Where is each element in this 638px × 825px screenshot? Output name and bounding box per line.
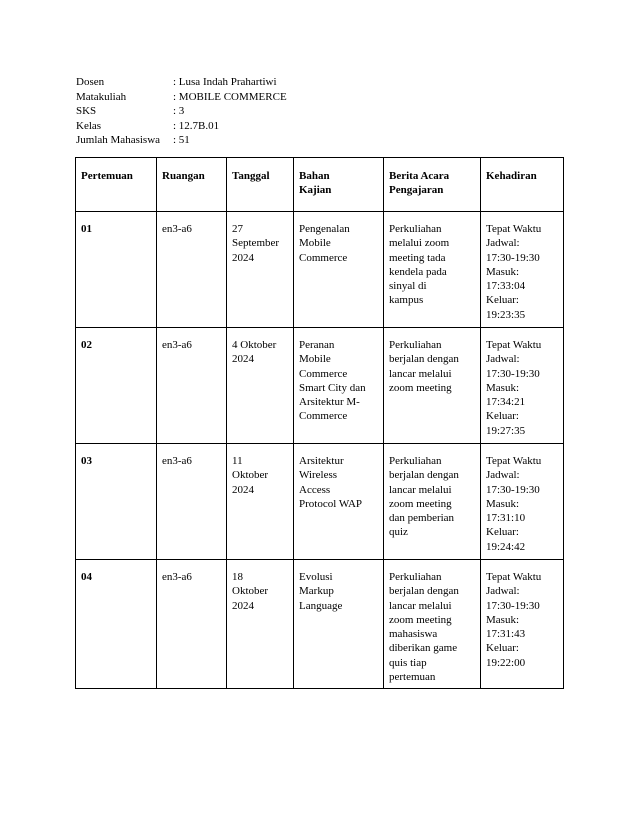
cell-room: en3-a6 <box>157 444 227 560</box>
info-row-credits <box>76 104 287 119</box>
info-label: Kelas <box>76 119 102 132</box>
table-row <box>76 444 564 560</box>
info-value: : Lusa Indah Prahartiwi <box>173 76 277 88</box>
info-label: Matakuliah <box>76 90 127 103</box>
info-value: : MOBILE COMMERCE <box>173 90 287 103</box>
course-info <box>76 75 287 148</box>
header-date: Tanggal <box>227 158 294 212</box>
info-row-lecturer <box>76 75 287 90</box>
cell-report: Perkuliahan berjalan dengan lancar melalui zoom meeting <box>384 328 481 444</box>
cell-room: en3-a6 <box>157 212 227 328</box>
table-row <box>76 328 564 444</box>
header-room: Ruangan <box>157 158 227 212</box>
cell-report: Perkuliahan berjalan dengan lancar melalui zoom meeting dan pemberian quiz <box>384 444 481 560</box>
table-header-row <box>76 158 564 212</box>
cell-meeting: 01 <box>76 212 157 328</box>
cell-report: Perkuliahan berjalan dengan lancar melalui zoom meeting mahasiswa diberikan game quis tiap pertemuan <box>384 560 481 689</box>
cell-material: Pengenalan Mobile Commerce <box>294 212 384 328</box>
attendance-table <box>75 157 564 689</box>
cell-material: Evolusi Markup Language <box>294 560 384 689</box>
info-row-student-count <box>76 133 287 148</box>
cell-meeting: 04 <box>76 560 157 689</box>
cell-report: Perkuliahan melalui zoom meeting tada kendela pada sinyal di kampus <box>384 212 481 328</box>
cell-attendance: Tepat Waktu Jadwal: 17:30-19:30 Masuk: 17:31:43 Keluar: 19:22:00 <box>481 560 564 689</box>
header-attendance: Kehadiran <box>481 158 564 212</box>
cell-material: Arsitektur Wireless Access Protocol WAP <box>294 444 384 560</box>
info-label: SKS <box>76 105 97 118</box>
cell-material: Peranan Mobile Commerce Smart City dan Arsitektur M- Commerce <box>294 328 384 444</box>
cell-attendance: Tepat Waktu Jadwal: 17:30-19:30 Masuk: 17:34:21 Keluar: 19:27:35 <box>481 328 564 444</box>
cell-meeting: 03 <box>76 444 157 560</box>
cell-date: 27 September 2024 <box>227 212 294 328</box>
cell-date: 18 Oktober 2024 <box>227 560 294 689</box>
header-meeting: Pertemuan <box>76 158 157 212</box>
cell-room: en3-a6 <box>157 328 227 444</box>
cell-room: en3-a6 <box>157 560 227 689</box>
info-row-class <box>76 119 287 134</box>
cell-attendance: Tepat Waktu Jadwal: 17:30-19:30 Masuk: 17:33:04 Keluar: 19:23:35 <box>481 212 564 328</box>
info-value: : 3 <box>173 105 185 118</box>
header-study-material: Bahan Kajian <box>294 158 384 212</box>
info-label: Jumlah Mahasiswa <box>76 134 161 147</box>
table-row <box>76 212 564 328</box>
header-teaching-report: Berita Acara Pengajaran <box>384 158 481 212</box>
info-label: Dosen <box>76 76 105 88</box>
cell-date: 11 Oktober 2024 <box>227 444 294 560</box>
table-row <box>76 560 564 689</box>
info-value: : 12.7B.01 <box>173 119 220 132</box>
info-row-course <box>76 90 287 105</box>
cell-attendance: Tepat Waktu Jadwal: 17:30-19:30 Masuk: 17:31:10 Keluar: 19:24:42 <box>481 444 564 560</box>
cell-date: 4 Oktober 2024 <box>227 328 294 444</box>
cell-meeting: 02 <box>76 328 157 444</box>
info-value: : 51 <box>173 134 190 147</box>
